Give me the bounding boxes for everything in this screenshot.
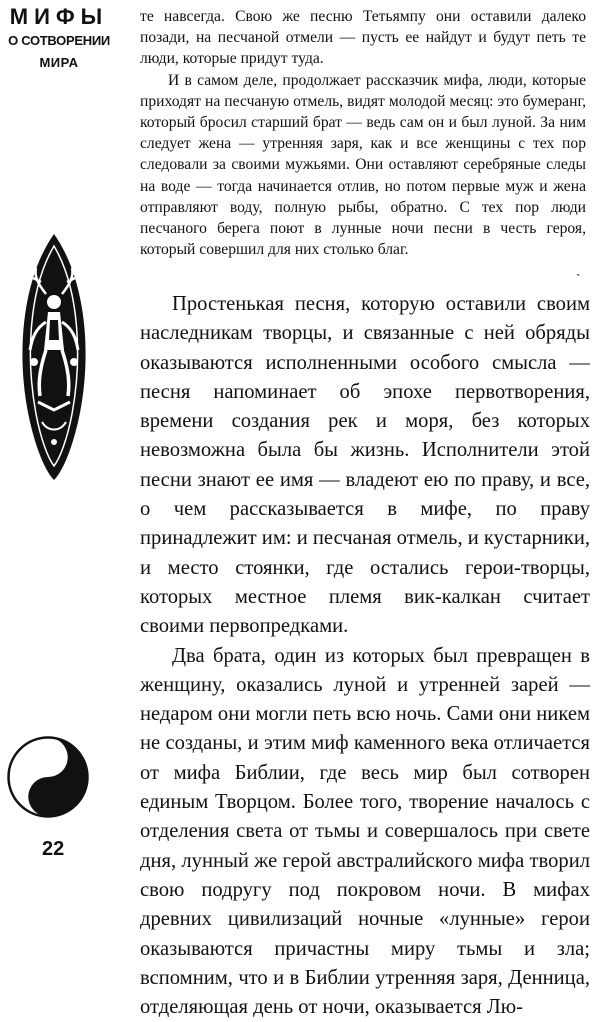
title-line-2: О СОТВОРЕНИИ	[8, 33, 110, 48]
main-text-block	[140, 290, 590, 1022]
leaf-ornament-icon	[16, 232, 92, 482]
small-text-block	[140, 6, 586, 260]
running-title	[0, 4, 118, 74]
page-number: 22	[42, 838, 65, 860]
title-line-3: МИРА	[39, 55, 79, 70]
stray-mark: ˎ	[576, 262, 581, 277]
main-paragraph-2: Два брата, один из которых был превращен в женщину, оказались луной и утренней зарей — недаром они могли петь всю ночь. Сами они никем не созданы, и этим миф каменного века отличается от мифа Библии, где весь мир был сотворен единым Творцом. Более того, творение началось с отделения света от тьмы и совершалось при свете дня, лунный же герой австралийского мифа творил свою подругу под покровом ночи. В мифах древних цивилизаций ночные «лунные» герои оказываются причастны миру тьмы и зла; вспомним, что и в Библии утренняя заря, Денница, отделяющая день от ночи, оказывается Лю-	[140, 644, 590, 1019]
yin-yang-icon	[6, 735, 90, 819]
title-line-1: МИФЫ	[9, 4, 109, 29]
main-paragraph-1: Простенькая песня, которую оставили своим наследникам творцы, и связанные с ней обряды оказываются исполненными особого смысла — песня напоминает об эпохе первотворения, времени создания рек и моря, без которых невозможна была бы жизнь. Исполнители этой песни знают ее имя — владеют ею по праву, и все, о чем рассказывается в мифе, по праву принадлежит им: и песчаная отмель, и кустарники, и место стоянки, где остались герои-творцы, которых местное племя вик-калкан считает своими первопредками.	[140, 293, 590, 638]
small-paragraph-1: те навсегда. Свою же песню Тетьямпу они оставили далеко позади, на песчаной отмели — пусть ее найдут и будут петь те люди, которые придут туда.	[140, 8, 586, 68]
sidebar	[0, 0, 120, 872]
small-paragraph-2: И в самом деле, продолжает рассказчик мифа, люди, которые приходят на песчаную отмель, видят молодой месяц: это бумеранг, который бросил старший брат — ведь сам он и был луной. За ним следует жена — утренняя заря, как и все женщины с тех пор следовали за своими мужьями. Они оставляют серебряные следы на воде — тогда начинается отлив, но потом первые муж и жена отправляют воду, полную рыбы, обратно. С тех пор люди песчаного берега поют в лунные ночи песни в честь героя, который совершил для них столько благ.	[140, 71, 586, 259]
